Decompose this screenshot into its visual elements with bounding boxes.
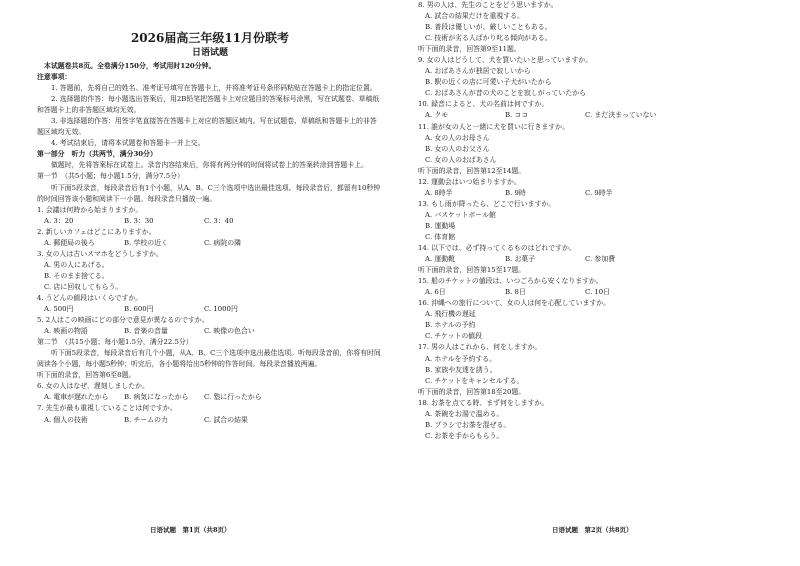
- option-c: C. チケットの値段: [425, 332, 483, 341]
- question-16: 16. 沖縄への旅行について、女の人は何を心配していますか。: [418, 299, 611, 308]
- option-a: A. 試合の結果だけを重視する。: [425, 12, 524, 21]
- option-a: A. 3：20: [44, 216, 74, 225]
- question-8: 8. 男の人は、先生のことをどう思いますか。: [418, 1, 558, 9]
- option-c: C. 塾に行ったから: [204, 393, 262, 402]
- question-6-options: [37, 392, 383, 403]
- listen-instruction: 听下面的录音，回答第15至17题。: [418, 266, 526, 275]
- option-a: A. 映画の物語: [44, 327, 88, 336]
- option-a: A. 8時半: [425, 188, 453, 197]
- option-b: B. 女の人のお父さん: [425, 144, 490, 153]
- note-1: 1. 答题前，先将自己的姓名、准考证号填写在答题卡上，并将准考证号条形码粘贴在答题卡上的指定位置。: [51, 84, 377, 93]
- page-1: [37, 0, 383, 426]
- exam-subtitle: 日语试题: [191, 48, 228, 58]
- option-a: A. 電車が遅れたから: [44, 393, 109, 402]
- option-c: C. 参加費: [585, 255, 616, 264]
- option-c: C. チケットをキャンセルする。: [425, 376, 524, 385]
- option-a: A. クモ: [425, 111, 449, 120]
- option-b: B. 運動場: [425, 221, 456, 230]
- option-c: C. お茶を手からもらう。: [425, 431, 504, 440]
- option-a: A. 500円: [44, 305, 74, 314]
- listen-instruction: 听下面的录音，回答第6至8题。: [37, 371, 136, 380]
- option-a: A. ホテルを予約する。: [425, 354, 497, 363]
- exam-title: 2026届高三年级11月份联考: [130, 31, 290, 45]
- option-b: B. 600円: [124, 305, 154, 314]
- option-b: B. 学校の近く: [124, 238, 168, 247]
- question-13: 13. もし雨が降ったら、どこで行いますか。: [418, 199, 556, 208]
- question-15-options: [418, 287, 768, 298]
- option-c: C. おばあさんが昔の犬のことを寂しがっていたから: [425, 89, 586, 98]
- question-9: 9. 女の人はどうして、犬を買いたいと思っていますか。: [418, 56, 592, 65]
- section1-instruction: 听下面5段录音，每段录音后有1个小题，从A、B、C三个选项中选出最佳选项。每段录音后，都留有10秒钟的时间回答该小题和阅读下一小题。每段录音只播放一遍。: [37, 183, 381, 203]
- option-b: B. チームの力: [124, 415, 168, 424]
- notes-heading: 注意事项：: [37, 73, 72, 82]
- listen-instruction: 听下面的录音，回答第12至14题。: [418, 166, 526, 175]
- note-3: 3. 非选择题的作答：用签字笔直接答在答题卡上对应的答题区域内。写在试题卷、草稿纸和答题卡上的非答题区域均无效。: [37, 117, 377, 137]
- question-15: 15. 船のチケットの値段は、いつごろから安くなりますか。: [418, 277, 603, 286]
- option-b: B. 病気になったから: [124, 393, 189, 402]
- option-b: B. ココ: [505, 111, 529, 120]
- question-18: 18. お茶を点てる時、まず何をしますか。: [418, 398, 549, 407]
- option-a: A. 郵便局の後ろ: [44, 238, 95, 247]
- note-4: 4. 考试结束后，请将本试题卷和答题卡一并上交。: [51, 139, 205, 148]
- option-c: C. 3：40: [204, 216, 234, 225]
- option-c: C. 店に回収してもらう。: [44, 282, 123, 291]
- question-4-options: [37, 304, 383, 315]
- question-7-options: [37, 415, 383, 426]
- option-c: C. 1000円: [204, 305, 238, 314]
- listen-instruction: 听下面的录音，回答第9至11题。: [418, 45, 521, 54]
- option-b: B. ホテルの予約: [425, 321, 476, 330]
- question-10-options: [418, 110, 768, 121]
- section1-heading: 第一节 （共5小题；每小题1.5分，满分7.5分）: [37, 172, 184, 181]
- note-2: 2. 选择题的作答：每小题选出答案后，用2B铅笔把答题卡上对应题目的答案标号涂黑，写在试题卷、草稿纸和答题卡上的非答题区域均无效。: [37, 95, 380, 115]
- option-c: C. 映像の色合い: [204, 327, 255, 336]
- option-b: B. 駅の近くの店に可愛い子犬がいたから: [425, 78, 552, 87]
- page-2: [418, 0, 768, 442]
- question-11: 11. 誰が女の人と一緒に犬を買いに行きますか。: [418, 122, 569, 131]
- option-b: B. 9時: [505, 188, 526, 197]
- section2-heading: 第二节 （共15小题；每小题1.5分，满分22.5分）: [37, 338, 193, 347]
- option-c: C. 10日: [585, 288, 611, 297]
- option-b: B. 音楽の音量: [124, 327, 168, 336]
- option-a: A. 運動靴: [425, 255, 456, 264]
- option-b: B. ブラシでお茶を混ぜる。: [425, 420, 511, 429]
- question-10: 10. 録音によると、犬の名前は何ですか。: [418, 100, 549, 109]
- listen-instruction: 听下面的录音，回答第18至20题。: [418, 387, 526, 396]
- part1-instruction: 做题时，先将答案标在试卷上。录音内容结束后，你将有两分钟的时间将试卷上的答案转涂到答题卡上。: [51, 161, 368, 170]
- question-14: 14. 以下では、必ず持ってくるものはどれですか。: [418, 244, 576, 253]
- question-1-options: [37, 216, 383, 227]
- question-6: 6. 女の人はなぜ、遅刻しましたか。: [37, 382, 149, 391]
- option-c: C. まだ決まっていない: [585, 111, 657, 120]
- option-c: C. 技術が劣る人ばかり叱る傾向がある。: [425, 34, 552, 43]
- question-2: 2. 新しいカフェはどこにありますか。: [37, 227, 156, 236]
- option-c: C. 9時半: [585, 188, 613, 197]
- option-b: B. 家族や友達を誘う。: [425, 365, 497, 374]
- question-12-options: [418, 188, 768, 199]
- option-a: A. おばあさんが独居で寂しいから: [425, 67, 531, 76]
- option-c: C. 女の人のおばあさん: [425, 155, 497, 164]
- option-a: A. 個人の技術: [44, 415, 88, 424]
- option-c: C. 体育館: [425, 232, 456, 241]
- option-a: A. 6日: [425, 288, 446, 297]
- option-b: B. 普段は優しいが、厳しいこともある。: [425, 23, 552, 32]
- question-17: 17. 男の人はこれから、何をしますか。: [418, 343, 542, 352]
- question-14-options: [418, 254, 768, 265]
- question-3: 3. 女の人は古いスマホをどうしますか。: [37, 249, 163, 258]
- part1-heading: 第一部分 听力（共两节，满分30分）: [37, 150, 157, 159]
- question-1: 1. 会議は何時から始まりますか。: [37, 205, 143, 214]
- option-a: A. バスケットボール館: [425, 210, 496, 219]
- option-c: C. 病院の隣: [204, 238, 241, 247]
- question-4: 4. うどんの値段はいくらですか。: [37, 293, 143, 302]
- option-a: A. 男の人にあげる。: [44, 260, 109, 269]
- option-a: A. 飛行機の遅延: [425, 310, 476, 319]
- option-c: C. 試合の結果: [204, 415, 248, 424]
- question-5-options: [37, 326, 383, 337]
- option-a: A. 女の人のお母さん: [425, 133, 490, 142]
- question-7: 7. 先生が最も重視していることは何ですか。: [37, 404, 177, 413]
- question-5: 5. 2人はこの映画にどの部分で意見が異なるのですか。: [37, 316, 209, 325]
- question-12: 12. 運動会はいつ始まりますか。: [418, 177, 521, 186]
- section2-instruction: 听下面5段录音，每段录音后有几个小题，从A、B、C三个选项中选出最佳选项。听每段录音前，你将有时间阅读各个小题，每小题5秒钟；听完后，各小题将给出5秒钟的作答时间。每段录音播放两遍。: [37, 349, 381, 369]
- question-2-options: [37, 238, 383, 249]
- option-b: B. 3：30: [124, 216, 154, 225]
- option-b: B. お菓子: [505, 255, 536, 264]
- exam-intro: 本试题卷共8页。全卷满分150分，考试用时120分钟。: [44, 62, 216, 70]
- option-b: B. そのまま捨てる。: [44, 271, 109, 280]
- option-a: A. 茶碗をお湯で温める。: [425, 409, 504, 418]
- page-2-footer: 日语试题 第2页（共8页）: [552, 526, 633, 534]
- page-1-footer: 日语试题 第1页（共8页）: [150, 526, 231, 534]
- option-b: B. 8日: [505, 288, 526, 297]
